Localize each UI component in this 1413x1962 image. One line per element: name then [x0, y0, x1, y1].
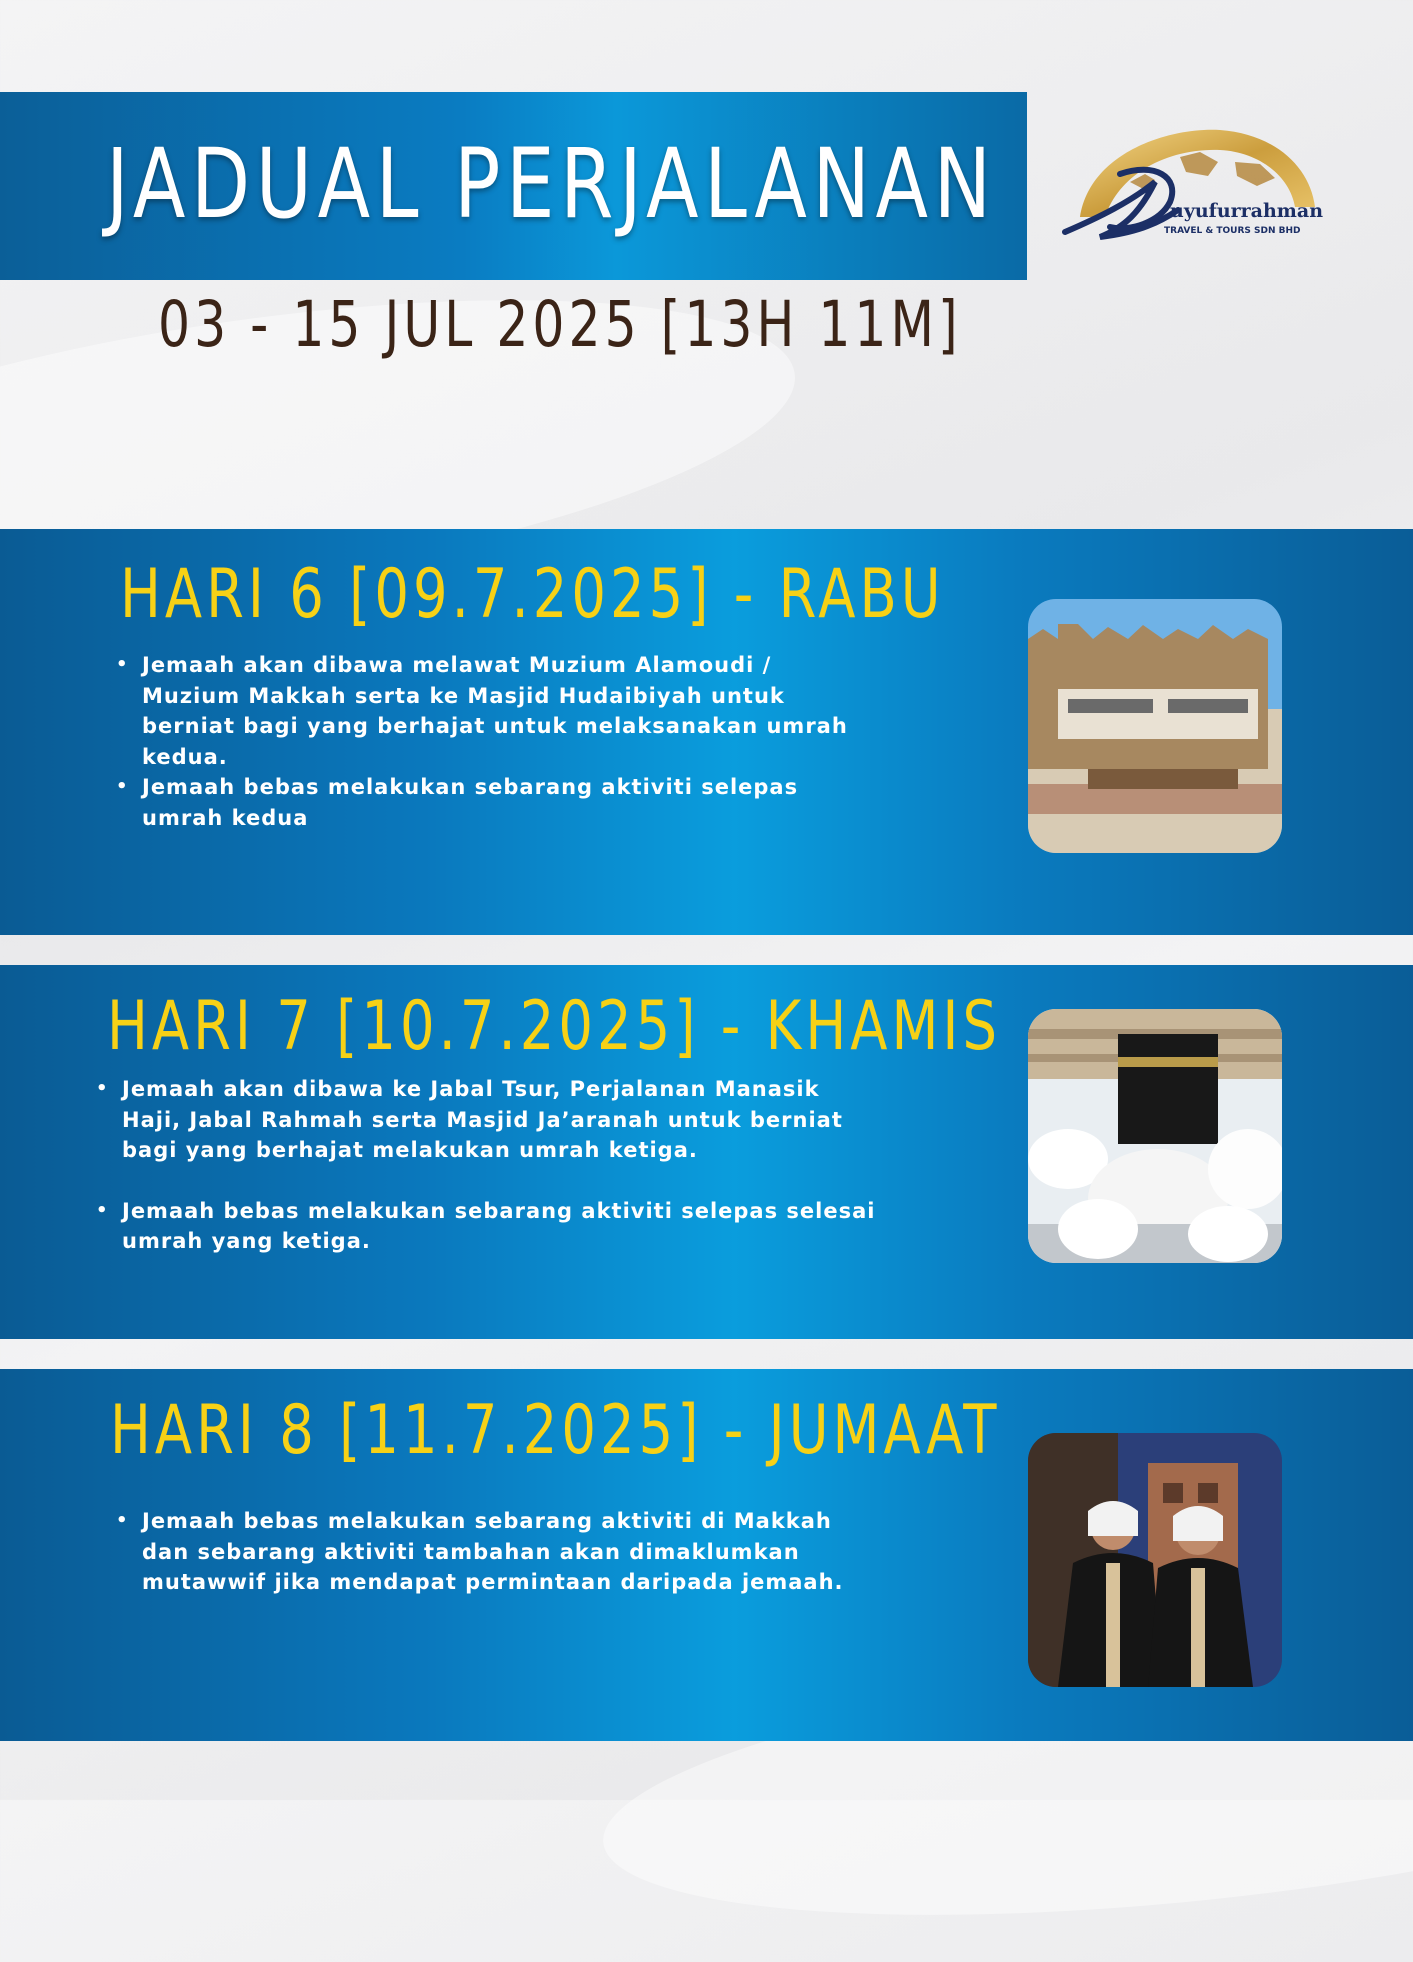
- day-title: HARI 7 [10.7.2025] - KHAMIS: [107, 987, 1001, 1066]
- day-activities: [114, 650, 874, 833]
- men-in-traditional-dress-photo: [1028, 1433, 1282, 1687]
- day-activities: [94, 1074, 884, 1257]
- kaaba-photo: [1028, 1009, 1282, 1263]
- list-item: • Jemaah bebas melakukan sebarang aktiviti selepas selesai umrah yang ketiga.: [94, 1196, 884, 1257]
- day-title: HARI 6 [09.7.2025] - RABU: [120, 555, 945, 634]
- logo-name: uyufurrahman: [1170, 200, 1324, 222]
- list-item: • Jemaah akan dibawa ke Jabal Tsur, Perjalanan Manasik Haji, Jabal Rahmah serta Masjid Ja’aranah untuk berniat bagi yang berhajat melakukan umrah ketiga.: [94, 1074, 884, 1166]
- list-item: • Jemaah bebas melakukan sebarang aktiviti selepas umrah kedua: [114, 772, 874, 833]
- trip-dates: 03 - 15 JUL 2025 [13H 11M]: [158, 288, 962, 361]
- day-title: HARI 8 [11.7.2025] - JUMAAT: [110, 1391, 1001, 1470]
- list-item: • Jemaah akan dibawa melawat Muzium Alamoudi / Muzium Makkah serta ke Masjid Hudaibiyah untuk berniat bagi yang berhajat untuk melaksanakan umrah kedua.: [114, 650, 874, 772]
- page-title: JADUAL PERJALANAN: [106, 128, 997, 240]
- day-7-section: [0, 965, 1413, 1339]
- day-8-section: [0, 1369, 1413, 1741]
- day-activities: [114, 1506, 874, 1598]
- museum-photo: [1028, 599, 1282, 853]
- list-item: • Jemaah bebas melakukan sebarang aktiviti di Makkah dan sebarang aktiviti tambahan akan dimaklumkan mutawwif jika mendapat permintaan daripada jemaah.: [114, 1506, 874, 1598]
- day-6-section: [0, 529, 1413, 935]
- company-logo: [1060, 122, 1330, 252]
- logo-tagline: TRAVEL & TOURS SDN BHD: [1164, 226, 1301, 236]
